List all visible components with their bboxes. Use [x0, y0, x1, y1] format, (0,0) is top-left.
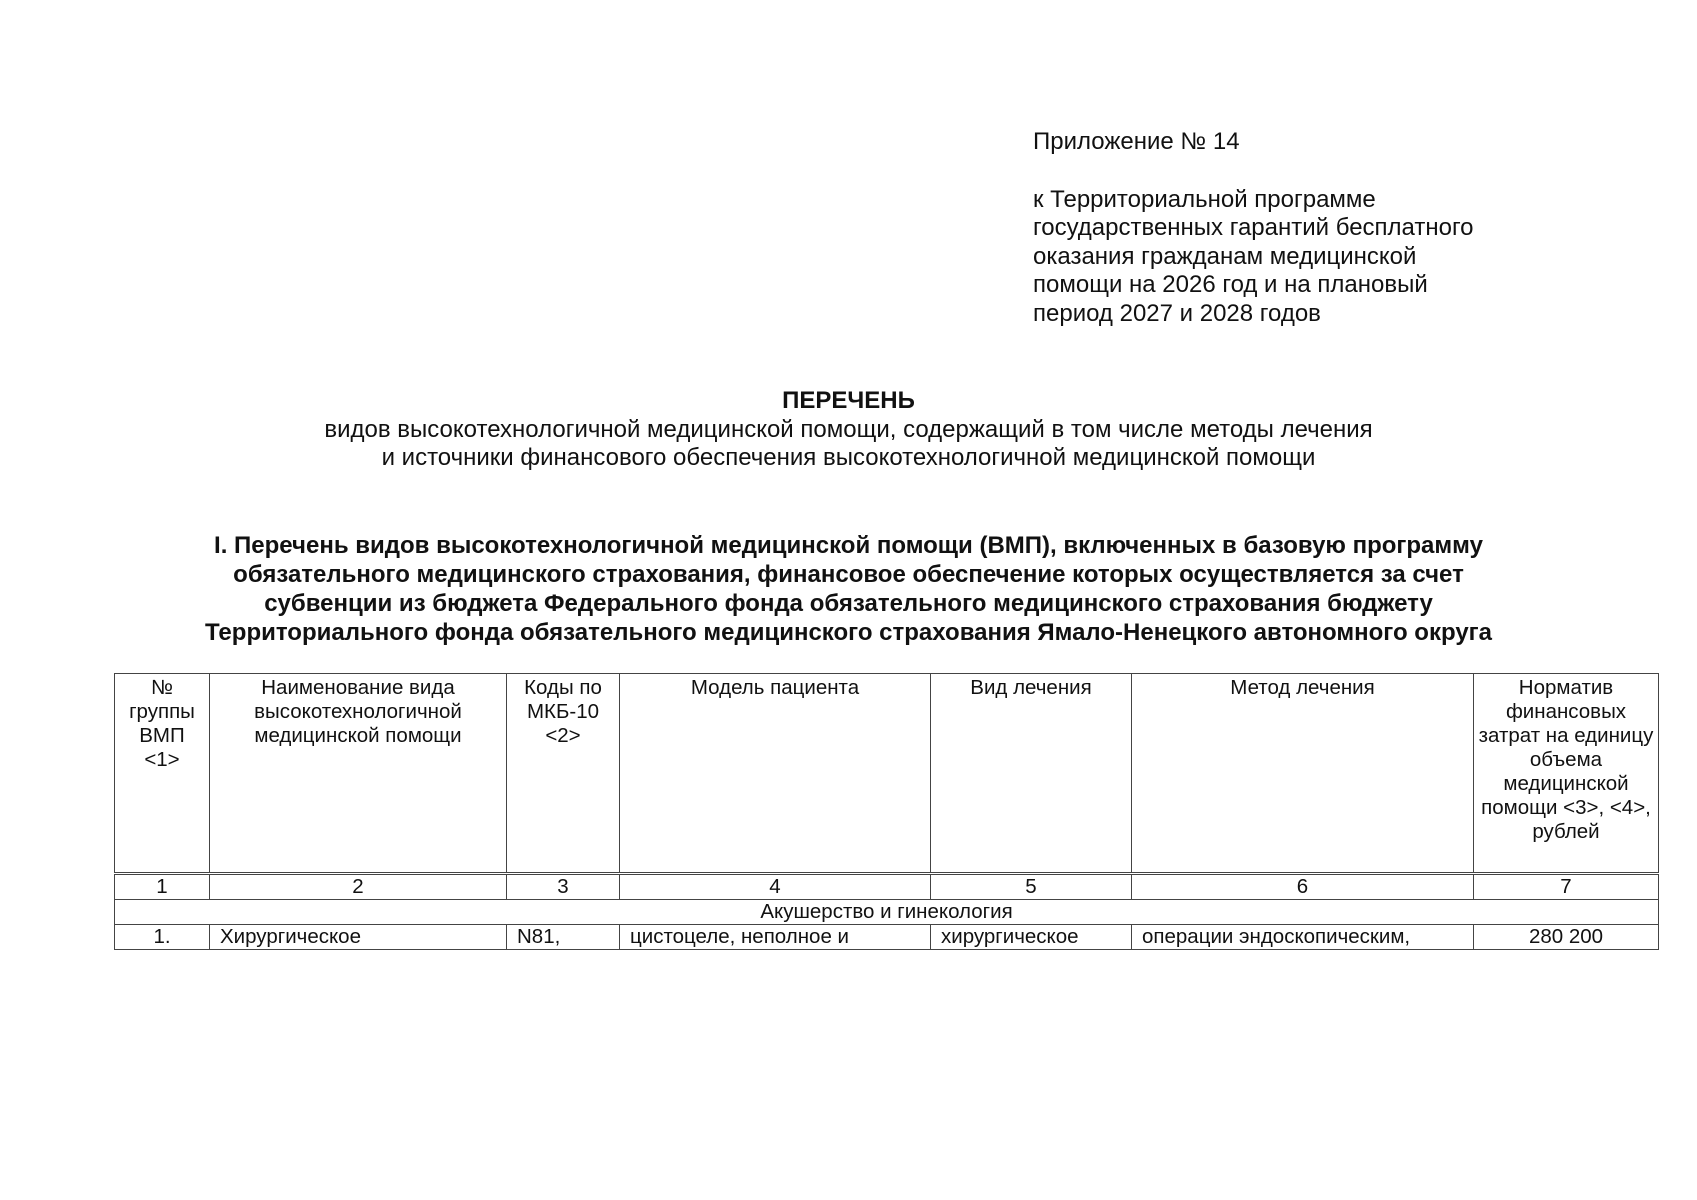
appendix-number: Приложение № 14 [1033, 128, 1240, 155]
table-section-heading: Акушерство и гинекология [115, 900, 1659, 925]
column-number: 3 [507, 874, 620, 900]
section-heading [0, 531, 1697, 647]
appendix-line: период 2027 и 2028 годов [1033, 299, 1321, 327]
vmp-table [114, 673, 1659, 950]
appendix-line: оказания гражданам медицинской [1033, 242, 1417, 270]
header-treatment-method: Метод лечения [1132, 674, 1474, 874]
cell-cost: 280 200 [1474, 925, 1659, 950]
header-icd-codes: Коды по МКБ-10 <2> [507, 674, 620, 874]
table-header-row [115, 674, 1659, 874]
cell-method: операции эндоскопическим, [1132, 925, 1474, 950]
column-number: 6 [1132, 874, 1474, 900]
header-group-number: № группы ВМП <1> [115, 674, 210, 874]
header-cost-standard: Норматив финансовых затрат на единицу объема медицинской помощи <3>, <4>, рублей [1474, 674, 1659, 874]
column-number: 2 [210, 874, 507, 900]
column-number: 4 [620, 874, 931, 900]
header-patient-model: Модель пациента [620, 674, 931, 874]
section-heading-line: Территориального фонда обязательного медицинского страхования Ямало-Ненецкого автономного округа [204, 619, 1493, 646]
cell-group: 1. [115, 925, 210, 950]
appendix-line: государственных гарантий бесплатного [1033, 214, 1474, 241]
cell-type: хирургическое [931, 925, 1132, 950]
section-heading-line: I. Перечень видов высокотехнологичной медицинской помощи (ВМП), включенных в базовую программу [214, 532, 1483, 559]
table-row [115, 925, 1659, 950]
column-number: 5 [931, 874, 1132, 900]
cell-name: Хирургическое [210, 925, 507, 950]
column-number: 1 [115, 874, 210, 900]
appendix-line: помощи на 2026 год и на плановый [1033, 271, 1428, 298]
title-heading: ПЕРЕЧЕНЬ [782, 387, 915, 414]
cell-model: цистоцеле, неполное и [620, 925, 931, 950]
section-heading-line: обязательного медицинского страхования, финансовое обеспечение которых осуществляется за счет [233, 561, 1464, 588]
section-heading-line: субвенции из бюджета Федерального фонда обязательного медицинского страхования бюджету [264, 590, 1433, 617]
column-number: 7 [1474, 874, 1659, 900]
header-vmp-name: Наименование вида высокотехнологичной медицинской помощи [210, 674, 507, 874]
column-number-row [115, 874, 1659, 900]
appendix-line: к Территориальной программе [1033, 185, 1376, 213]
title-subline: и источники финансового обеспечения высокотехнологичной медицинской помощи [381, 444, 1316, 471]
table-section-row [115, 900, 1659, 925]
title-subline: видов высокотехнологичной медицинской помощи, содержащий в том числе методы лечения [324, 415, 1373, 443]
cell-codes: N81, [507, 925, 620, 950]
document-title [0, 387, 1697, 473]
appendix-note [1033, 128, 1553, 328]
header-treatment-type: Вид лечения [931, 674, 1132, 874]
